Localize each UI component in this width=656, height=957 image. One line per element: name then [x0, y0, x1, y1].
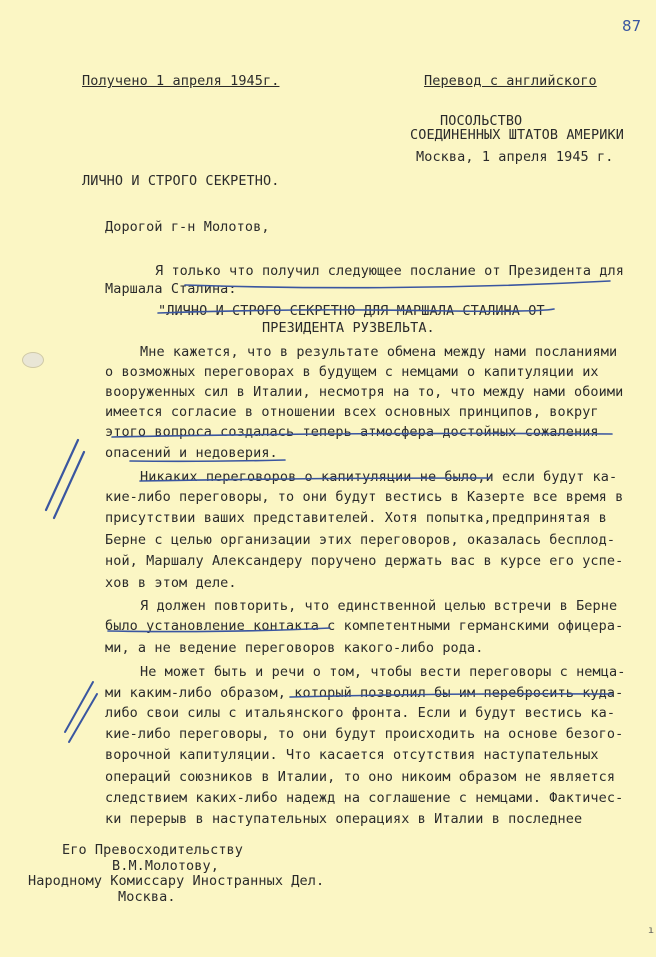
- embassy-name: ПОСОЛЬСТВО: [440, 113, 523, 129]
- received-date: Получено 1 апреля 1945г.: [82, 73, 280, 89]
- body-line: Мне кажется, что в результате обмена между нами посланиями: [140, 344, 618, 360]
- body-line: либо свои силы с итальянского фронта. Если и будут вестись ка-: [105, 705, 616, 721]
- body-line: Берне с целью организации этих переговоров, оказалась бесплод-: [105, 532, 616, 548]
- body-line: опасений и недоверия.: [105, 445, 278, 461]
- body-line: операций союзников в Италии, то оно никоим образом не является: [105, 769, 616, 785]
- body-line: ПРЕЗИДЕНТА РУЗВЕЛЬТА.: [262, 320, 435, 336]
- body-line: ной, Маршалу Александеру поручено держать вас в курсе его успе-: [105, 553, 624, 569]
- addressee-line: Его Превосходительству: [62, 842, 244, 858]
- translation-note: Перевод с английского: [424, 73, 597, 89]
- body-line: Я только что получил следующее послание от Президента для: [155, 263, 624, 279]
- body-line: "ЛИЧНО И СТРОГО СЕКРЕТНО ДЛЯ МАРШАЛА СТАЛИНА ОТ: [158, 303, 545, 319]
- addressee-line: Народному Комиссару Иностранных Дел.: [28, 873, 325, 889]
- body-line: кие-либо переговоры, то они будут происходить на основе безого-: [105, 726, 624, 742]
- body-line: Не может быть и речи о том, чтобы вести переговоры с немца-: [140, 664, 626, 680]
- body-line: присутствии ваших представителей. Хотя попытка,предпринятая в: [105, 510, 607, 526]
- body-line: следствием каких-либо надежд на соглашение с немцами. Фактичес-: [105, 790, 624, 806]
- addressee-line: В.М.Молотову,: [112, 858, 219, 874]
- body-line: ми, а не ведение переговоров какого-либо рода.: [105, 640, 484, 656]
- body-line: хов в этом деле.: [105, 575, 237, 591]
- body-line: Никаких переговоров о капитуляции не было,и если будут ка-: [140, 469, 618, 485]
- body-line: ворочной капитуляции. Что касается отсутствия наступательных: [105, 747, 599, 763]
- body-line: вооруженных сил в Италии, несмотря на то, что между нами обоими: [105, 384, 624, 400]
- body-line: имеется согласие в отношении всех основных принципов, вокруг: [105, 404, 599, 420]
- margin-double-stroke-icon: [38, 432, 88, 522]
- body-line: Маршала Сталина:: [105, 281, 237, 297]
- body-line: этого вопроса создалась теперь атмосфера достойных сожаления: [105, 424, 599, 440]
- body-line: кие-либо переговоры, то они будут вестись в Казерте все время в: [105, 489, 624, 505]
- body-line: ки перерыв в наступательных операциях в Италии в последнее: [105, 811, 583, 827]
- body-line: о возможных переговорах в будущем с немцами о капитуляции их: [105, 364, 599, 380]
- body-line: Я должен повторить, что единственной целью встречи в Берне: [140, 598, 618, 614]
- addressee-line: Москва.: [118, 889, 176, 905]
- embassy-country: СОЕДИНЕННЫХ ШТАТОВ АМЕРИКИ: [410, 127, 624, 143]
- margin-double-stroke-icon: [55, 676, 100, 748]
- body-line: ми каким-либо образом, который позволил бы им перебросить куда-: [105, 685, 624, 701]
- page-number: 87: [622, 17, 642, 35]
- body-line: было установление контакта с компетентными германскими офицера-: [105, 618, 624, 634]
- pencil-tick-icon: ı: [648, 925, 655, 936]
- classification: ЛИЧНО И СТРОГО СЕКРЕТНО.: [82, 173, 280, 189]
- place-date: Москва, 1 апреля 1945 г.: [416, 149, 614, 165]
- salutation: Дорогой г-н Молотов,: [105, 219, 270, 235]
